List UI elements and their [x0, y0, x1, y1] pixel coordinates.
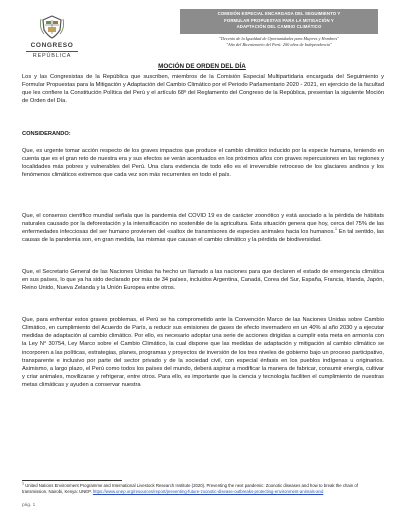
- page-number: pág. 1: [22, 503, 36, 508]
- paragraph-4: Que, para enfrentar estos graves problemas, el Perú se ha comprometido ante la Convención Marco de las Naciones Unidas sobre Cambio Climático, en cumplimiento del Acuerdo de París, a reducir sus emisiones de gases de efecto invernadero en un 40% al año 2030 y a ejecutar medidas de adaptación al cambio climático. Por ello, es necesario adoptar una serie de acciones dirigidas a cumplir esta meta en armonía con la Ley N° 30754, Ley Marco sobre el Cambio Climático, la cual dispone que las medidas de adaptación y mitigación al cambio climático se incorporen a las políticas, estrategias, planes, programas y proyectos de inversión de los tres niveles de gobierno bajo un proceso participativo, transparente e inclusivo por parte del sector privado y de la sociedad civil, con especial énfasis en los pueblos indígenas u originarios. Asimismo, a largo plazo, el Perú como todos los países del mundo, deberá aspirar a modificar la manera de fabricar, consumir energía, cultivar y criar animales, movilizarse y refrigerar, entre otros. Para ello, es importante que la ciencia y tecnología faciliten el cumplimiento de nuestras metas climáticas y ayuden a conservar nuestra: [22, 317, 384, 389]
- logo-text-congreso: CONGRESO: [30, 42, 74, 49]
- congreso-logo: [22, 14, 82, 64]
- footnote-separator: [22, 480, 122, 481]
- banner-line-2: FORMULAR PROPUESTAS PARA LA MITIGACIÓN Y: [224, 17, 334, 23]
- footnote-text: United Nations Environment Programme and International Livestock Research Institute (2020). Preventing the next pandemic: Zoonotic diseases and how to break the chain of transmission. Nairobi, Kenya: UNEP.: [22, 483, 358, 494]
- commission-banner: [180, 9, 378, 34]
- paragraph-1: Que, es urgente tomar acción respecto de los graves impactos que produce el cambio climático inducido por la especie humana, teniendo en cuenta que es el gran reto de nuestra era y sus efectos se verán acentuados en los próximos años con graves repercusiones en las regiones y localidades más pobres y vulnerables del Perú. Una clara evidencia de todo ello es el irreversible retroceso de los glaciares andinos y los fenómenos climáticos extremos que cada vez son más recurrentes en todo el país.: [22, 148, 384, 179]
- footnote-link[interactable]: https://www.unep.org/resources/report/preventing-future-zoonotic-disease-outbreaks-protecting-environment-animals-and: [92, 489, 324, 494]
- banner-line-3: ADAPTACIÓN DEL CAMBIO CLIMÁTICO: [236, 24, 322, 30]
- footnote-number: 1: [22, 481, 24, 486]
- paragraph-2-text: Que, el consenso científico mundial señala que la pandemia del COVID 19 es de carácter zoonótico y está asociado a la pérdida de hábitats naturales causado por la deforestación y la intensificación no sostenible de la agricultura. Esta situación genera que hoy, cerca del 75% de las enfermedades infecciosas del ser humano provienen del «saltox de transmisores de especies animales hacia los humanos.: [22, 213, 384, 236]
- document-title: MOCIÓN DE ORDEN DEL DÍA: [158, 63, 246, 70]
- paragraph-2-rest: En tal sentido, las causas de la pandemia son, en gran medida, las mismas que causan el cambio climático y la pérdida de biodiversidad.: [22, 229, 385, 244]
- footnote-ref[interactable]: 1: [335, 227, 338, 232]
- footnote: [22, 483, 384, 495]
- year-motto: "Año del Bicentenario del Perú: 200 años de Independencia": [226, 42, 332, 47]
- paragraph-3: Que, el Secretario General de las Naciones Unidas ha hecho un llamado a las naciones para que declaren el estado de emergencia climática en sus países, lo que ya ha sido declarado por más de 34 países, incluidos Argentina, Canadá, Corea del Sur, España, Francia, Irlanda, Japón, Reino Unido, Nueva Zelanda y la Unión Europea entre otros.: [22, 269, 384, 292]
- coat-of-arms-icon: [38, 14, 66, 40]
- decade-motto: "Decenio de la Igualdad de Oportunidades para Mujeres y Hombres": [219, 36, 339, 41]
- paragraph-2: [22, 212, 384, 245]
- logo-divider: [26, 51, 78, 52]
- banner-line-1: COMISIÓN ESPECIAL ENCARGADA DEL SEGUIMIENTO Y: [217, 11, 341, 16]
- intro-paragraph: Los y las Congresistas de la República que suscriben, miembros de la Comisión Especial Multipartidaria encargada del Seguimiento y Formular Propuestas para la Mitigación y Adaptación del Cambio Climático por el Periodo Parlamentario 2020 - 2021, en ejercicio de la facultad que les confiere la Constitución Política del Perú y el artículo 68º del Reglamento del Congreso de la República, presentan la siguiente Moción de Orden del Día.: [22, 74, 384, 105]
- year-mottos: [180, 36, 378, 48]
- considerando-heading: CONSIDERANDO:: [22, 131, 71, 137]
- logo-text-republica: REPÚBLICA: [32, 53, 72, 59]
